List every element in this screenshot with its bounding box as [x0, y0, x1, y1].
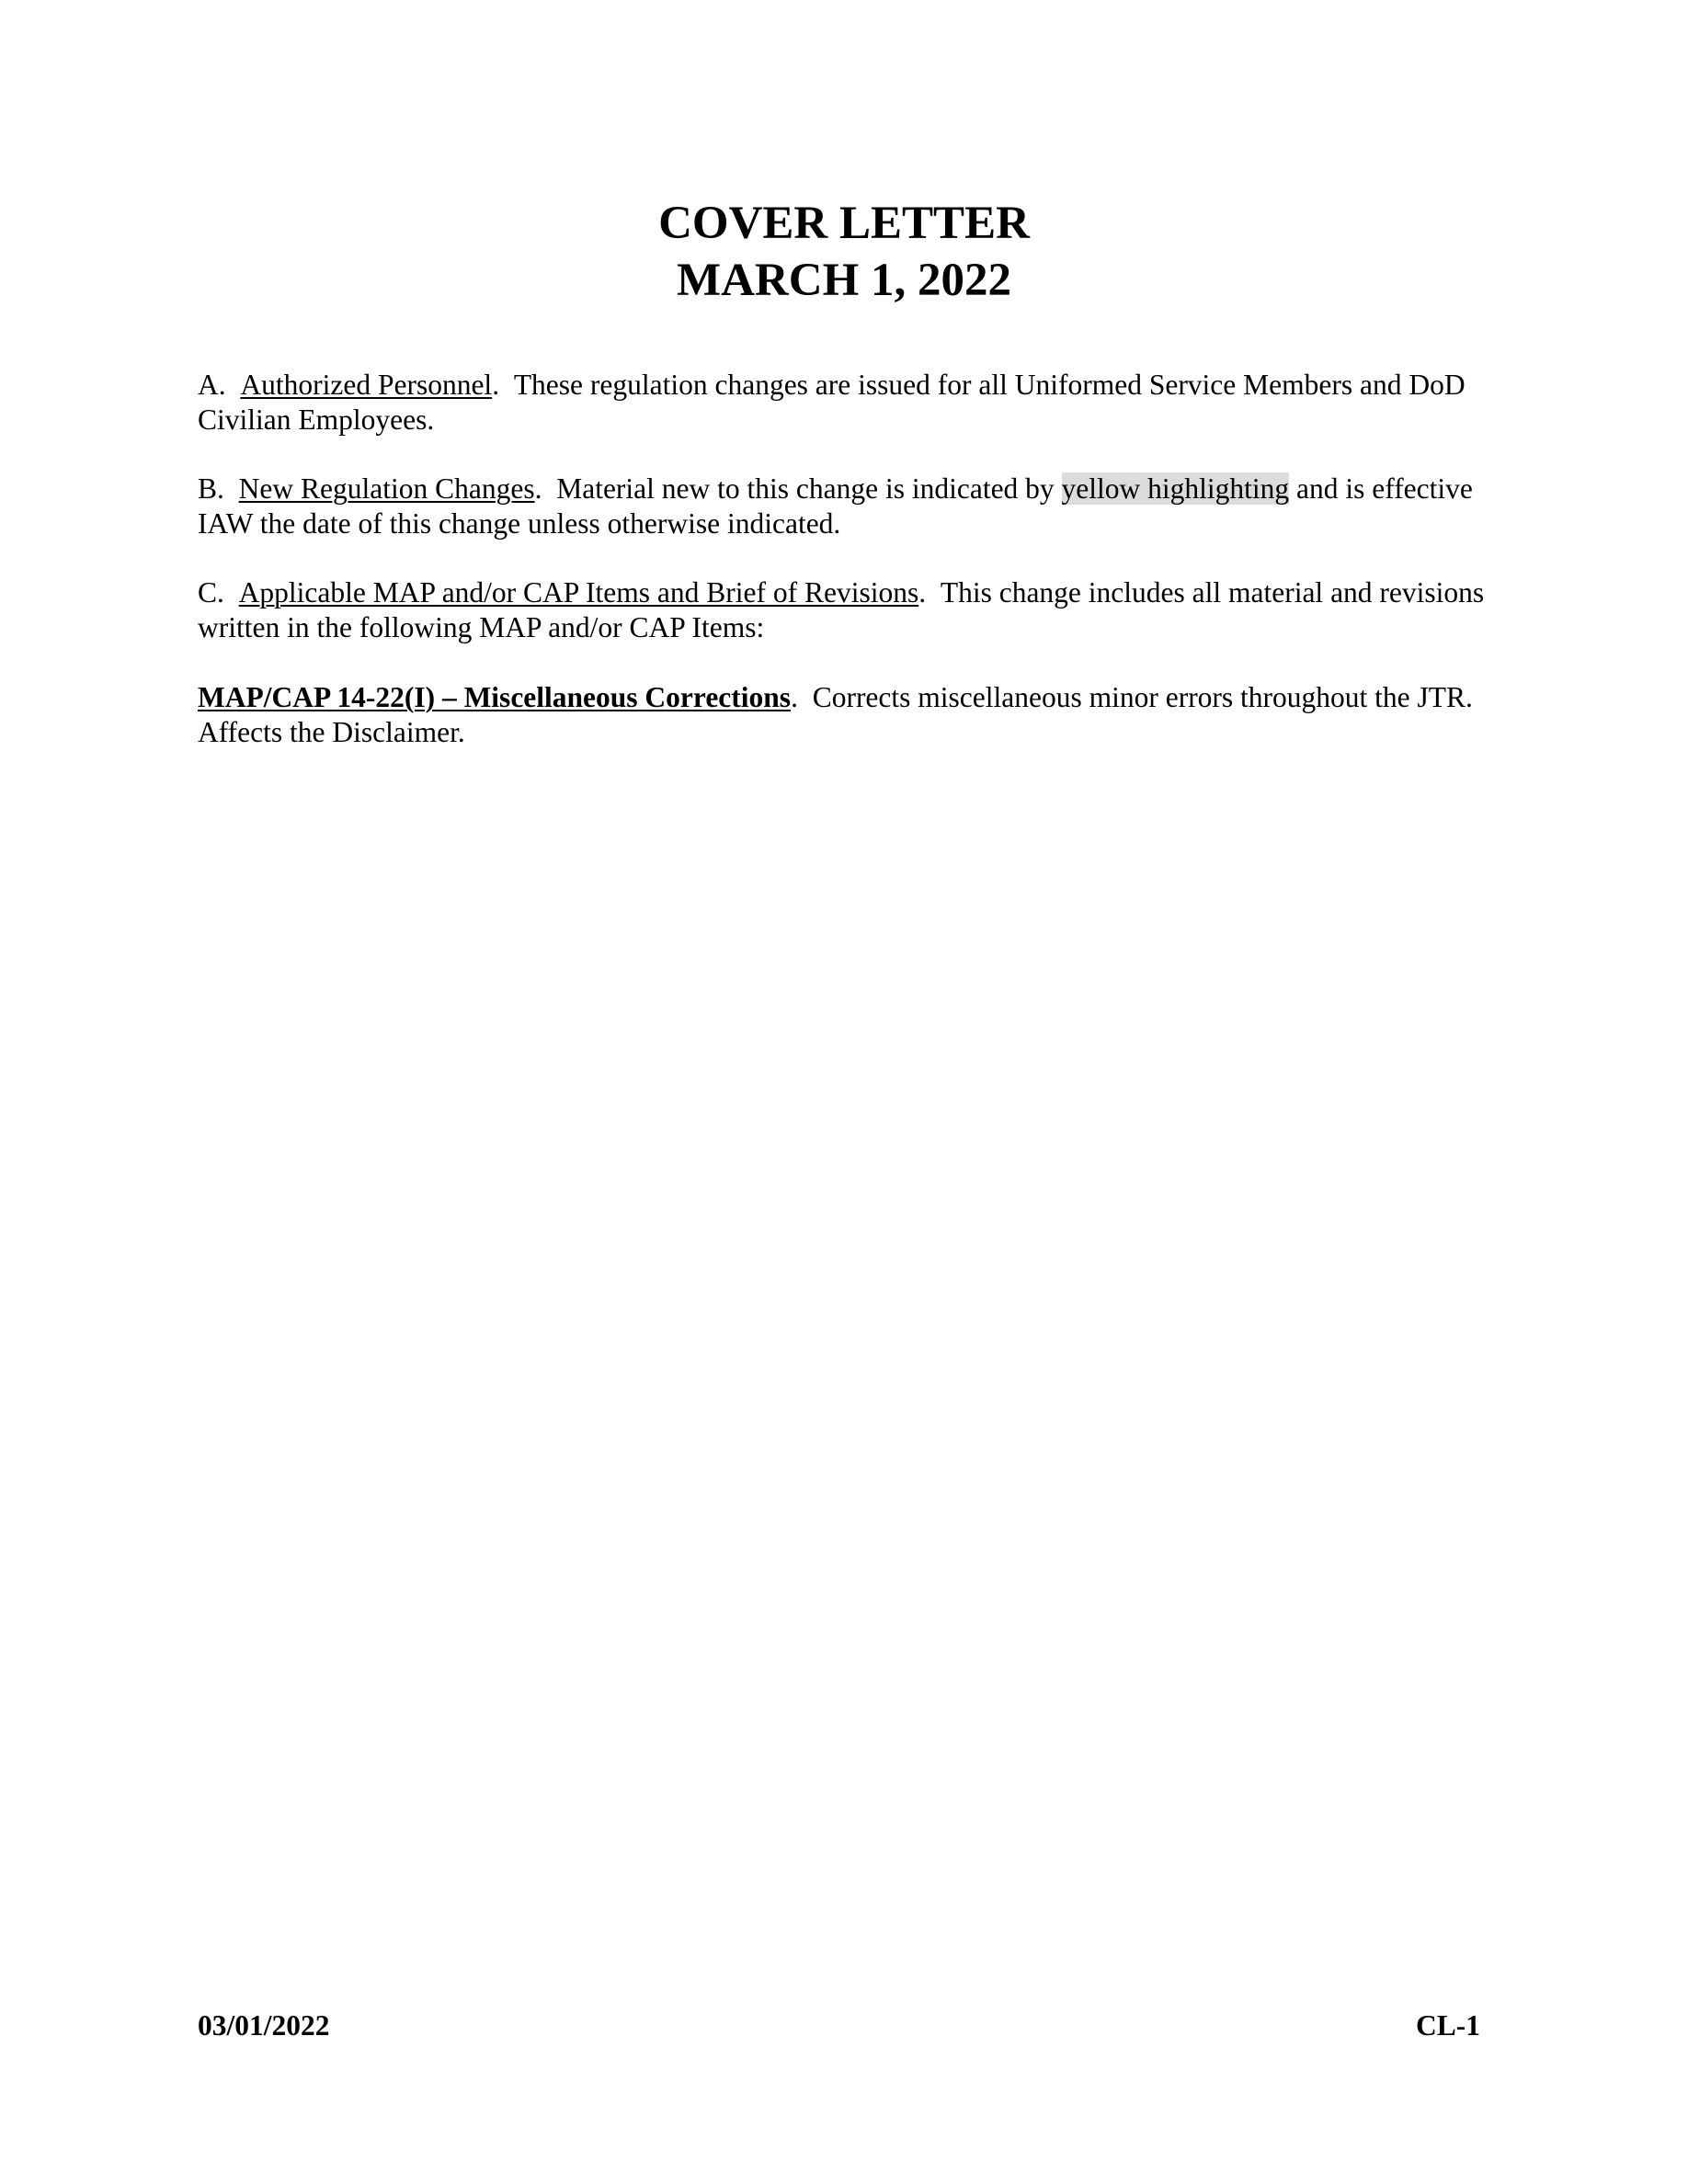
- paragraph-a-text: These regulation changes are issued for all Uniformed Service Members and DoD Civilian Employees.: [198, 369, 1466, 436]
- title-line-1: COVER LETTER: [658, 198, 1030, 249]
- paragraph-b-letter: B.: [198, 472, 224, 505]
- map-cap-item-text: Corrects miscellaneous minor errors throughout the JTR. Affects the Disclaimer.: [198, 681, 1486, 748]
- paragraph-c: C. Applicable MAP and/or CAP Items and Brief of Revisions. This change includes all material and revisions written in the following MAP and/or CAP Items:: [198, 576, 1485, 643]
- paragraph-b-heading: New Regulation Changes: [238, 472, 535, 505]
- paragraph-b-text-after: and is effective IAW the date of this change unless otherwise indicated.: [198, 472, 1473, 540]
- highlighted-text: yellow highlighting: [1061, 472, 1290, 505]
- paragraph-a-letter: A.: [198, 369, 226, 401]
- footer-page-number: CL-1: [1416, 2009, 1480, 2042]
- title-line-2: MARCH 1, 2022: [676, 255, 1012, 306]
- footer-date: 03/01/2022: [198, 2009, 330, 2042]
- paragraph-c-letter: C.: [198, 576, 224, 609]
- map-cap-item: MAP/CAP 14-22(I) – Miscellaneous Corrections. Corrects miscellaneous minor errors throughout the JTR. Affects the Disclaimer.: [198, 681, 1486, 748]
- document-title: [0, 195, 1688, 309]
- paragraph-a: A. Authorized Personnel. These regulation changes are issued for all Uniformed Service Members and DoD Civilian Employees.: [198, 369, 1466, 436]
- paragraph-b-text-before: Material new to this change is indicated by: [556, 472, 1062, 505]
- paragraph-a-heading: Authorized Personnel: [240, 369, 493, 401]
- map-cap-item-heading: MAP/CAP 14-22(I) – Miscellaneous Corrections: [198, 681, 792, 713]
- paragraph-c-heading: Applicable MAP and/or CAP Items and Brief of Revisions: [238, 576, 919, 609]
- paragraph-b: B. New Regulation Changes. Material new to this change is indicated by yellow highlighting and is effective IAW the date of this change unless otherwise indicated.: [198, 472, 1473, 540]
- paragraph-c-text: This change includes all material and revisions written in the following MAP and/or CAP Items:: [198, 576, 1485, 643]
